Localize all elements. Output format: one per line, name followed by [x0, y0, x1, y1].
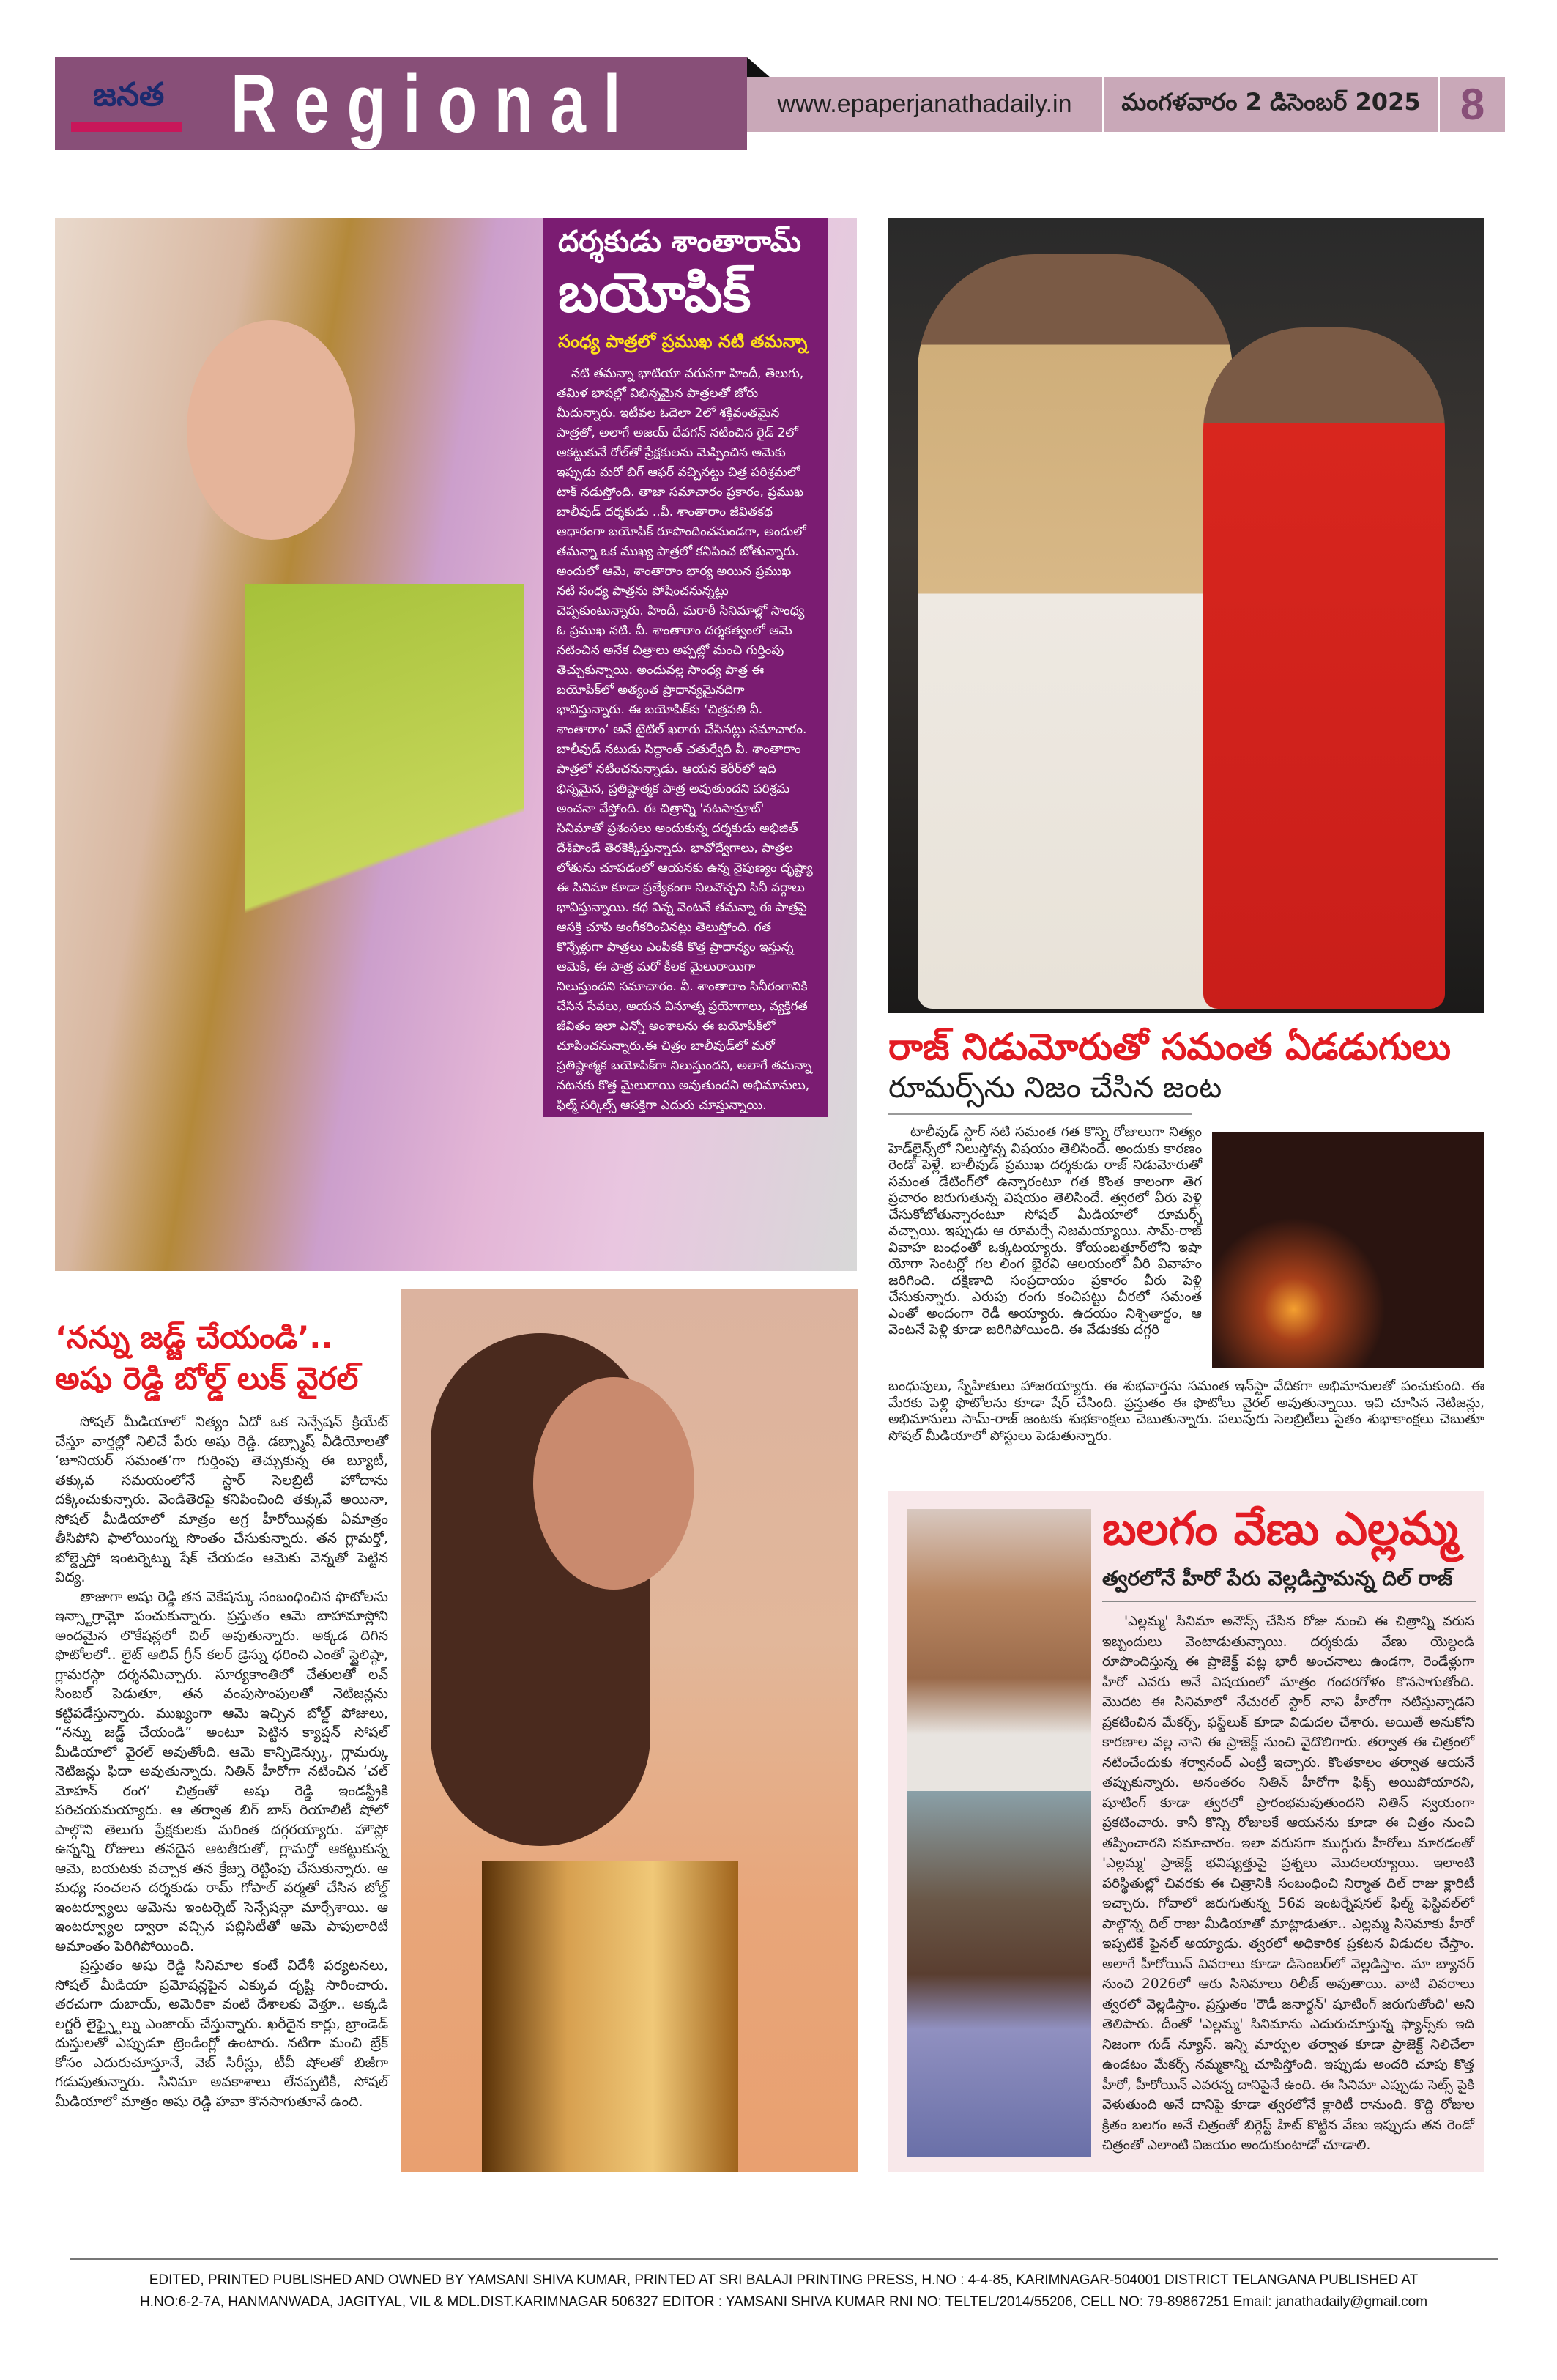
venu-photo: [907, 1791, 1091, 2157]
imprint-line: H.NO:6-2-7A, HANMANWADA, JAGITYAL, VIL & MDL.DIST.KARIMNAGAR 506327 EDITOR : YAMSANI SHIVA KUMAR RNI NO: TELTEL/2014/55206, CELL NO: 79-89867251 Email: janathadaily@gmail.com: [139, 2294, 1428, 2310]
logo-tagline-strip: [71, 122, 182, 132]
imprint-footer: [70, 2269, 1498, 2313]
wedding-ritual-photo: [1212, 1132, 1484, 1368]
imprint-line: EDITED, PRINTED PUBLISHED AND OWNED BY YAMSANI SHIVA KUMAR, PRINTED AT SRI BALAJI PRINTING PRESS, H.NO : 4-4-85, KARIMNAGAR-504001 DISTRICT TELANGANA PUBLISHED AT: [149, 2272, 1419, 2288]
issue-date: మంగళవారం 2 డిసెంబర్ 2025: [1104, 77, 1438, 132]
tamannaah-article-box: [543, 218, 828, 1117]
photo-face-shape: [533, 1377, 694, 1590]
paragraph: తాజాగా అషు రెడ్డి తన వెకేషన్కు సంబంధించిన ఫొటోలను ఇన్స్టాగ్రామ్లో పంచుకున్నారు. ప్రస్తుతం ఆమె బాహామాస్లోని అందమైన లొకేషన్లలో చిల్ అవుతున్నారు. అక్కడ దిగిన ఫొటోలలో.. లైట్ ఆలివ్ గ్రీన్ కలర్ డ్రెస్ను ధరించి ఎంతో స్టైలిష్గా, గ్లామరస్గా దర్శనమిచ్చారు. సూర్యకాంతిలో చేతులతో లవ్ సింబల్ పెడుతూ, తన వంపుసొంపులతో నెటిజన్లను కట్టిపడేస్తున్నారు. ముఖ్యంగా ఆమె ఇచ్చిన బోల్డ్ పోజులు, “నన్ను జడ్జ్ చేయండి” అంటూ పెట్టిన క్యాప్షన్ సోషల్ మీడియాలో వైరల్ అవుతోంది. ఆమె కాన్ఫిడెన్స్కు, గ్లామర్కు నెటిజన్లు ఫిదా అవుతున్నారు. నితిన్ హీరోగా నటించిన ‘చల్ మోహన్ రంగ’ చిత్రంతో అషు రెడ్డి ఇండస్ట్రీకి పరిచయమయ్యారు. ఆ తర్వాత బిగ్ బాస్ రియాలిటీ షోలో పాల్గొని తెలుగు ప్రేక్షకులకు మరింత దగ్గరయ్యారు. హౌస్లో ఉన్నన్ని రోజులు తనదైన ఆటతీరుతో, గ్లామర్తో ఆకట్టుకున్న ఆమె, బయటకు వచ్చాక తన క్రేజ్ను రెట్టింపు చేసుకున్నారు. ఆ మధ్య సంచలన దర్శకుడు రామ్ గోపాల్ వర్మతో చేసిన బోల్డ్ ఇంటర్వ్యూలు ఆమెను ఇంటర్నెట్ సెన్సేషన్గా మార్చేశాయి. ఆ ఇంటర్వ్యూల ద్వారా వచ్చిన పబ్లిసిటీతో ఆమె పాపులారిటీ అమాంతం పెరిగిపోయింది.: [55, 1588, 388, 1954]
ashu-reddy-headline: ‘నన్ను జడ్జ్ చేయండి’.. అషు రెడ్డి బోల్డ్ లుక్ వైరల్: [55, 1319, 359, 1396]
photo-face-shape: [187, 320, 355, 540]
header-corner-triangle: [747, 57, 770, 78]
samantha-wedding-photo: [888, 218, 1484, 1013]
samantha-body: టాలీవుడ్ స్టార్ నటి సమంత గత కొన్ని రోజులుగా నిత్యం హెడ్‌లైన్స్‌లో నిలుస్తోన్న విషయం తెలిసిందే. అందుకు కారణం రెండో పెళ్లే. బాలీవుడ్ ప్రముఖ దర్శకుడు రాజ్ నిడుమోరుతో సమంత డేటింగ్‌లో ఉన్నారంటూ గత కొంత కాలంగా తెగ ప్రచారం జరుగుతున్న విషయం తెలిసిందే. త్వరలో వీరు పెళ్లి చేసుకోబోతున్నారంటూ సోషల్ మీడియాలో రూమర్స్ వచ్చాయి. ఇప్పుడు ఆ రూమర్సే నిజమయ్యాయి. సామ్-రాజ్ వివాహ బంధంతో ఒక్కటయ్యారు. కోయంబత్తూర్‌లోని ఇషా యోగా సెంటర్లో గల లింగ భైరవి ఆలయంలో వీరి వివాహం జరిగింది. దక్షిణాది సంప్రదాయం ప్రకారం వీరు పెళ్లి చేసుకున్నారు. ఎరుపు రంగు కంచిపట్టు చీరలో సమంత ఎంతో అందంగా రెడీ అయ్యారు. ఉదయం నిశ్చితార్థం, ఆ వెంటనే పెళ్లి కూడా జరిగిపోయింది. ఈ వేడుకకు దగ్గరి: [888, 1124, 1202, 1338]
newspaper-logo: [71, 76, 182, 133]
dil-raju-photo: [907, 1509, 1091, 1791]
ashu-reddy-body: [55, 1412, 388, 2111]
photo-groom-shape: [918, 254, 1233, 1009]
samantha-body-continued: బంధువులు, స్నేహితులు హాజరయ్యారు. ఈ శుభవార్తను సమంత ఇన్‌స్టా వేదికగా అభిమానులతో పంచుకుంది. ఈ మేరకు పెళ్లి ఫొటోలను కూడా షేర్ చేసింది. ప్రస్తుతం ఈ ఫొటోలు వైరల్ అవుతున్నాయి. ఇవి చూసిన నెటిజన్లు, అభిమానులు సామ్-రాజ్ జంటకు శుభకాంక్షలు చెబుతున్నారు. పలువురు సెలబ్రిటీలు సైతం శుభాకాంక్షలు చెబుతూ సోషల్ మీడియాలో పోస్టులు పెడుతున్నారు.: [888, 1379, 1484, 1444]
section-title: Regional: [231, 58, 639, 149]
photo-dress-shape: [482, 1861, 738, 2172]
divider: [888, 1113, 1192, 1115]
article-body: నటి తమన్నా భాటియా వరుసగా హిందీ, తెలుగు, తమిళ భాషల్లో విభిన్నమైన పాత్రలతో జోరు మీదున్నారు. ఇటీవల ఓదెలా 2లో శక్తివంతమైన పాత్రతో, అలాగే అజయ్ దేవగన్ నటించిన రైడ్ 2లో ఆకట్టుకునే రోల్‌తో ప్రేక్షకులను మెప్పించిన ఆమెకు ఇప్పుడు మరో బిగ్ ఆఫర్ వచ్చినట్టు చిత్ర పరిశ్రమలో టాక్ నడుస్తోంది. తాజా సమాచారం ప్రకారం, ప్రముఖ బాలీవుడ్ దర్శకుడు ..వీ. శాంతారాం జీవితకథ ఆధారంగా బయోపిక్ రూపొందించనుండగా, అందులో తమన్నా ఒక ముఖ్య పాత్రలో కనిపించ బోతున్నారు. అందులో ఆమె, శాంతారాం భార్య అయిన ప్రముఖ నటి సంధ్య పాత్రను పోషించనున్నట్లు చెప్పకుంటున్నారు. హిందీ, మరాఠీ సినిమాల్లో సాంధ్య ఓ ప్రముఖ నటి. వీ. శాంతారాం దర్శకత్వంలో ఆమె నటించిన అనేక చిత్రాలు అప్పట్లో మంచి గుర్తింపు తెచ్చుకున్నాయి. అందువల్ల సాంధ్య పాత్ర ఈ బయోపిక్‌లో అత్యంత ప్రాధాన్యమైనదిగా భావిస్తున్నారు. ఈ బయోపిక్‌కు ‘చిత్రపతి వీ. శాంతారాం‘ అనే టైటిల్ ఖరారు చేసినట్లు సమాచారం. బాలీవుడ్ నటుడు సిద్ధాంత్ చతుర్వేది వీ. శాంతారాం పాత్రలో నటించనున్నాడు. ఆయన కెరీర్‌లో ఇది భిన్నమైన, ప్రతిష్టాత్మక పాత్ర అవుతుందని పరిశ్రమ అంచనా వేస్తోంది. ఈ చిత్రాన్ని 'నటసామ్రాట్' సినిమాతో ప్రశంసలు అందుకున్న దర్శకుడు అభిజిత్ దేశ్‌పాండే తెరకెక్కిస్తున్నారు. భావోద్వేగాలు, పాత్రల లోతును చూపడంలో ఆయనకు ఉన్న నైపుణ్యం దృష్ట్యా ఈ సినిమా కూడా ప్రత్యేకంగా నిలవొచ్చని సినీ వర్గాలు భావిస్తున్నాయి. కథ విన్న వెంటనే తమన్నా ఈ పాత్రపై ఆసక్తి చూపి అంగీకరించినట్లు తెలుస్తోంది. గత కొన్నేళ్లుగా పాత్రలు ఎంపికకి కొత్త ప్రాధాన్యం ఇస్తున్న ఆమెకి, ఈ పాత్ర మరో కీలక మైలురాయిగా నిలుస్తుందని సమాచారం. వీ. శాంతారాం సినీరంగానికి చేసిన సేవలు, ఆయన వినూత్న ప్రయోగాలు, వ్యక్తిగత జీవితం ఇలా ఎన్నో అంశాలను ఈ బయోపిక్‌లో చూపించనున్నారు.ఈ చిత్రం బాలీవుడ్‌లో మరో ప్రతిష్టాత్మక బయోపిక్‌గా నిలుస్తుందని, అలాగే తమన్నా నటనకు కొత్త మైలురాయి అవుతుందని అభిమానులు, ఫిల్మ్ సర్కిల్స్ ఆసక్తిగా ఎదురు చూస్తున్నాయి.: [557, 366, 813, 1113]
balagam-subheadline: త్వరలోనే హీరో పేరు వెల్లడిస్తామన్న దిల్ రాజ్: [1102, 1566, 1453, 1590]
masthead: [55, 57, 747, 150]
photo-saree-shape: [245, 584, 524, 1023]
ashu-reddy-photo: [401, 1289, 858, 2172]
samantha-subheadline: రూమర్స్‌ను నిజం చేసిన జంట: [888, 1071, 1222, 1105]
paragraph: ప్రస్తుతం అషు రెడ్డి సినిమాల కంటే విదేశీ పర్యటనలు, సోషల్ మీడియా ప్రమోషన్లపైన ఎక్కువ దృష్టి సారించారు. తరచుగా దుబాయ్, అమెరికా వంటి దేశాలకు వెళ్తూ.. అక్కడి లగ్జరీ లైఫ్స్టైల్ను ఎంజాయ్ చేస్తున్నారు. ఖరీదైన కార్లు, బ్రాండెడ్ దుస్తులతో ఎప్పుడూ ట్రెండింగ్లో ఉంటారు. నటిగా మంచి బ్రేక్ కోసం ఎదురుచూస్తూనే, వెబ్ సిరీస్లు, టీవీ షోలతో బిజీగా గడుపుతున్నారు. సినిమా అవకాశాలు లేనప్పటికీ, సోషల్ మీడియాలో మాత్రం అషు రెడ్డి హవా కొనసాగుతూనే ఉంది.: [55, 1957, 388, 2110]
paragraph: సోషల్ మీడియాలో నిత్యం ఏదో ఒక సెన్సేషన్ క్రియేట్ చేస్తూ వార్తల్లో నిలిచే పేరు అషు రెడ్డి. డబ్స్మాష్ వీడియోలతో ‘జూనియర్ సమంత’గా గుర్తింపు తెచ్చుకున్న ఈ బ్యూటీ, తక్కువ సమయంలోనే స్టార్ సెలబ్రిటీ హోదాను దక్కించుకున్నారు. వెండితెరపై కనిపించింది తక్కువే అయినా, సోషల్ మీడియాలో మాత్రం అగ్ర హీరోయిన్లకు ఏమాత్రం తీసిపోని ఫాలోయింగ్ను సొంతం చేసుకున్నారు. తన గ్లామర్తో, బోల్డ్నెస్తో ఇంటర్నెట్ను షేక్ చేయడం ఆమెకు వెన్నతో పెట్టిన విద్య.: [55, 1414, 388, 1585]
photo-bride-shape: [1203, 327, 1445, 1009]
article-headline-kicker: దర్శకుడు శాంతారామ్: [558, 225, 801, 259]
logo-text: జనత: [93, 76, 165, 114]
balagam-headline: బలగం వేణు ఎల్లమ్మ: [1102, 1502, 1459, 1555]
article-subheadline: సంధ్య పాత్రలో ప్రముఖ నటి తమన్నా: [558, 331, 808, 352]
divider: [1102, 1601, 1476, 1602]
samantha-headline: రాజ్ నిడుమోరుతో సమంత ఏడడుగులు: [888, 1026, 1452, 1068]
website-url[interactable]: www.epaperjanathadaily.in: [747, 77, 1102, 132]
balagam-body: 'ఎల్లమ్మ' సినిమా అనౌన్స్ చేసిన రోజు నుంచి ఈ చిత్రాన్ని వరుస ఇబ్బందులు వెంటాడుతున్నాయి. దర్శకుడు వేణు యెల్దండి రూపొందిస్తున్న ఈ ప్రాజెక్ట్ పట్ల భారీ అంచనాలు ఉండగా, రెండేళ్లుగా హీరో ఎవరు అనే విషయంలో మాత్రం గందరగోళం కొనసాగుతోంది. మొదట ఈ సినిమాలో నేచురల్ స్టార్ నాని హీరోగా నటిస్తున్నాడని ప్రకటించిన మేకర్స్, ఫస్ట్‌లుక్ కూడా విడుదల చేశారు. అయితే అనుకోని కారణాల వల్ల నాని ఈ ప్రాజెక్ట్ నుంచి వైదొలిగారు. తర్వాత ఈ చిత్రంలో నటించేందుకు శర్వానంద్ ఎంట్రీ ఇచ్చారు. కొంతకాలం తర్వాత ఆయనే తప్పుకున్నారు. అనంతరం నితిన్ హీరోగా ఫిక్స్ అయిపోయారని, షూటింగ్ కూడా త్వరలో ప్రారంభమవుతుందని నితిన్ స్వయంగా ప్రకటించారు. కానీ కొన్ని రోజులకే ఆయనను కూడా ఈ చిత్రం నుంచి తప్పించారని సమాచారం. ఇలా వరుసగా ముగ్గురు హీరోలు మారడంతో 'ఎల్లమ్మ' ప్రాజెక్ట్ భవిష్యత్తుపై ప్రశ్నలు మొదలయ్యాయి. ఇలాంటి పరిస్థితుల్లో చివరకు ఈ చిత్రానికి సంబంధించి నిర్మాత దిల్ రాజు క్లారిటీ ఇచ్చారు. గోవాలో జరుగుతున్న 56వ ఇంటర్నేషనల్ ఫిల్మ్ ఫెస్టివల్‌లో పాల్గొన్న దిల్ రాజు మీడియాతో మాట్లాడుతూ.. ఎల్లమ్మ సినిమాకు హీరో ఇప్పటికే ఫైనల్ అయ్యాడు. త్వరలో అధికారిక ప్రకటన విడుదల చేస్తాం. అలాగే హీరోయిన్ వివరాలు కూడా డిసెంబర్‌లో వెల్లడిస్తాం. మా బ్యానర్ నుంచి 2026లో ఆరు సినిమాలు రిలీజ్ అవుతాయి. వాటి వివరాలు త్వరలో వెల్లడిస్తాం. ప్రస్తుతం 'రౌడీ జనార్ధన్' షూటింగ్ జరుగుతోంది' అని తెలిపారు. దీంతో 'ఎల్లమ్మ' సినిమాను ఎదురుచూస్తున్న ఫ్యాన్స్‌కు ఇది నిజంగా గుడ్ న్యూస్. ఇన్ని మార్పుల తర్వాత కూడా ప్రాజెక్ట్ నిలిచేలా ఉండటం మేకర్స్ నమ్మకాన్ని చూపిస్తోంది. ఇప్పుడు అందరి చూపు కొత్త హీరో, హీరోయిన్ ఎవరన్న దానిపైనే ఉంది. ఈ సినిమా ఎప్పుడు సెట్స్ పైకి వెళుతుంది అనే దానిపై కూడా త్వరలోనే క్లారిటీ రానుంది. కొద్ది రోజుల క్రితం బలగం అనే చిత్రంతో బిగ్గెస్ట్ హిట్ కొట్టిన వేణు ఇప్పుడు తన రెండో చిత్రంతో ఎలాంటి విజయం అందుకుంటాడో చూడాలి.: [1102, 1614, 1474, 2153]
footer-divider: [70, 2258, 1498, 2260]
page-number: 8: [1440, 77, 1505, 132]
article-headline: బయోపిక్: [558, 262, 751, 325]
